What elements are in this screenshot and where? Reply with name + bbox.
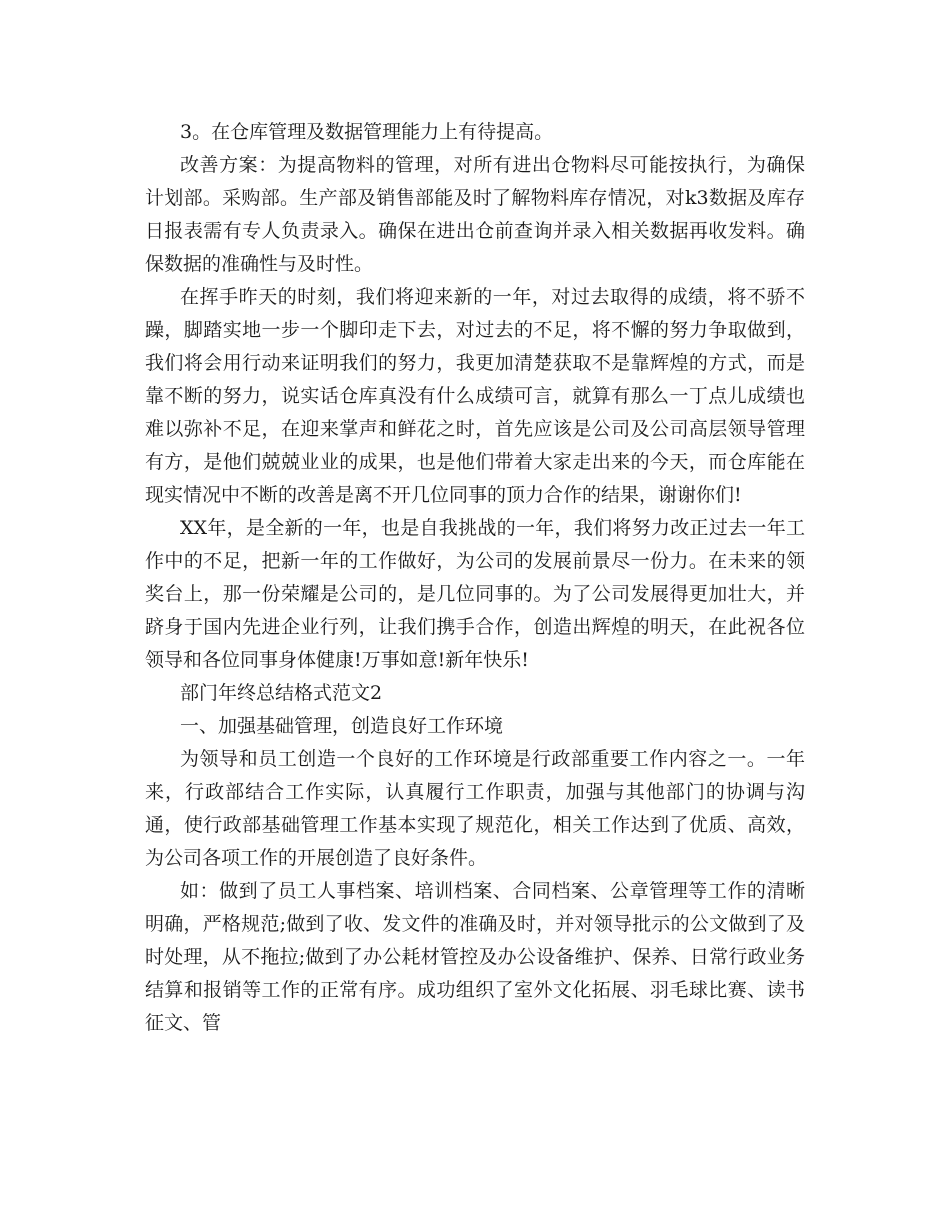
paragraph-work-environment: 为领导和员工创造一个良好的工作环境是行政部重要工作内容之一。一年来，行政部结合工作实际，认真履行工作职责，加强与其他部门的协调与沟通，使行政部基础管理工作基本实现了规范化，相关工作达到了优质、高效，为公司各项工作的开展创造了良好条件。 bbox=[145, 748, 805, 869]
paragraph-warehouse-issue: 3。在仓库管理及数据管理能力上有待提高。 bbox=[180, 121, 554, 143]
paragraph-improvement-plan: 改善方案：为提高物料的管理，对所有进出仓物料尽可能按执行，为确保计划部。采购部。生产部及销售部能及时了解物料库存情况，对k3数据及库存日报表需有专人负责录入。确保在进出仓前查询并录入相关数据再收发料。确保数据的准确性与及时性。 bbox=[145, 154, 805, 275]
paragraph-reflection: 在挥手昨天的时刻，我们将迎来新的一年，对过去取得的成绩，将不骄不躁，脚踏实地一步一个脚印走下去，对过去的不足，将不懈的努力争取做到，我们将会用行动来证明我们的努力，我更加清楚获取不是靠辉煌的方式，而是靠不断的努力，说实话仓库真没有什么成绩可言，就算有那么一丁点儿成绩也难以弥补不足，在迎来掌声和鲜花之时，首先应该是公司及公司高层领导管理有方，是他们兢兢业业的成果，也是他们带着大家走出来的今天，而仓库能在现实情况中不断的改善是离不开几位同事的顶力合作的结果，谢谢你们! bbox=[145, 286, 805, 506]
paragraph-examples: 如：做到了员工人事档案、培训档案、合同档案、公章管理等工作的清晰明确，严格规范;做到了收、发文件的准确及时，并对领导批示的公文做到了及时处理，从不拖拉;做到了办公耗材管控及办公设备维护、保养、日常行政业务结算和报销等工作的正常有序。成功组织了室外文化拓展、羽毛球比赛、读书征文、管 bbox=[145, 880, 805, 1034]
paragraph-new-year-outlook: XX年，是全新的一年，也是自我挑战的一年，我们将努力改正过去一年工作中的不足，把新一年的工作做好，为公司的发展前景尽一份力。在未来的领奖台上，那一份荣耀是公司的，是几位同事的。为了公司发展得更加壮大，并跻身于国内先进企业行列，让我们携手合作，创造出辉煌的明天，在此祝各位领导和各位同事身体健康!万事如意!新年快乐! bbox=[145, 517, 805, 671]
section-heading: 一、加强基础管理，创造良好工作环境 bbox=[180, 715, 504, 737]
section-title: 部门年终总结格式范文2 bbox=[180, 682, 383, 704]
document-body bbox=[145, 116, 805, 1040]
